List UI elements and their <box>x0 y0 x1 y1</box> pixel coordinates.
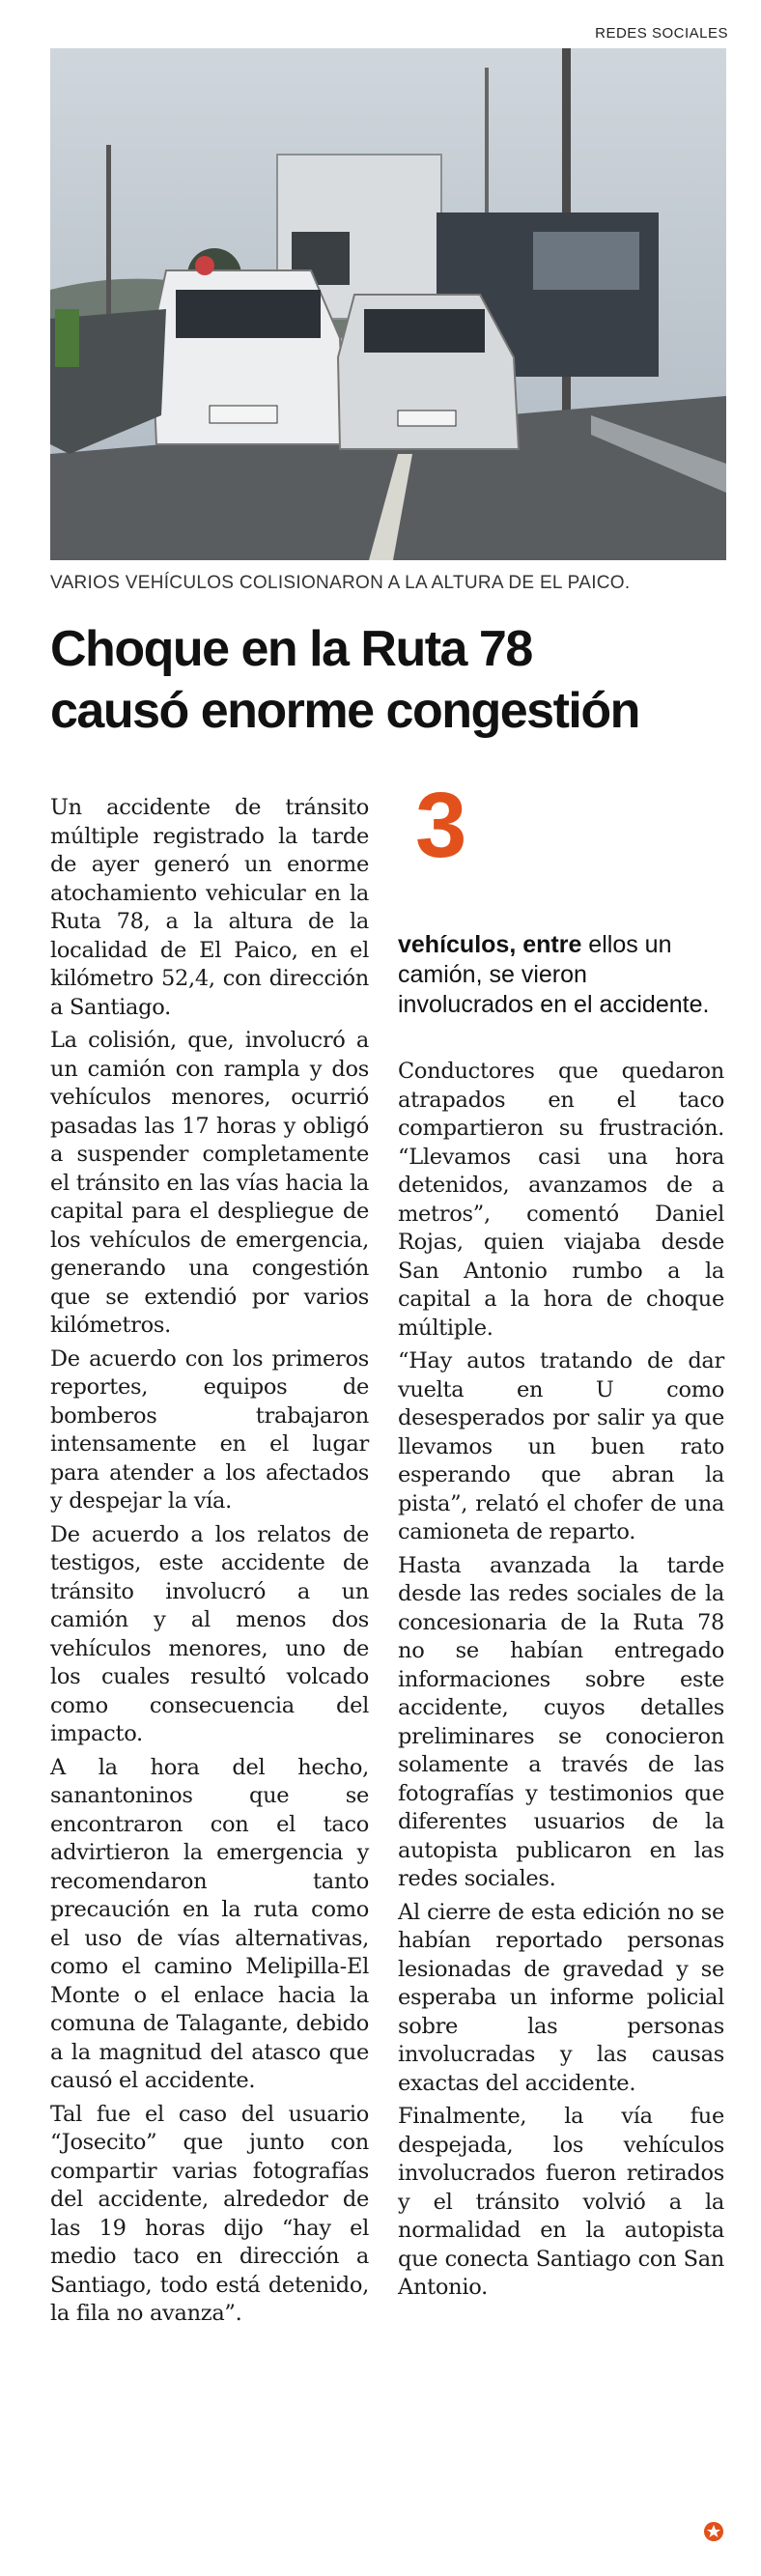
photo-caption: VARIOS VEHÍCULOS COLISIONARON A LA ALTURA DE EL PAICO. <box>50 573 631 593</box>
end-of-article-icon <box>703 2521 724 2542</box>
paragraph: Al cierre de esta edición no se habían reportado personas lesionadas de gravedad y se esperaba un informe policial sobre las personas involucradas y las causas exactas del accidente. <box>398 1899 724 2096</box>
headline-line-2: causó enorme congestión <box>50 683 639 739</box>
paragraph: Un accidente de tránsito múltiple registrado la tarde de ayer generó un enorme atochamiento vehicular en la Ruta 78, a la altura de la localidad de El Paico, en el kilómetro 52,4, con dirección a Santiago. <box>50 795 369 1020</box>
paragraph: “Hay autos tratando de dar vuelta en U como desesperados por salir ya que llevamos un buen rato esperando que abran la pista”, relató el chofer de una camioneta de reparto. <box>398 1348 724 1544</box>
fact-box <box>398 774 726 1020</box>
headline-line-1: Choque en la Ruta 78 <box>50 621 532 677</box>
article-column-right <box>398 1058 724 2307</box>
fact-number: 3 <box>415 774 467 877</box>
paragraph: De acuerdo con los primeros reportes, equipos de bomberos trabajaron intensamente en el lugar para atender a los afectados y despejar la vía. <box>50 1345 369 1514</box>
fact-text-bold: vehículos, entre <box>398 931 582 958</box>
headline <box>50 618 736 742</box>
paragraph: Hasta avanzada la tarde desde las redes sociales de la concesionaria de la Ruta 78 no se habían entregado informaciones sobre este accidente, cuyos detalles preliminares se conocieron solamente a través de las fotografías y testimonios que diferentes usuarios de la autopista publicaron en las redes sociales. <box>398 1552 724 1891</box>
paragraph: De acuerdo a los relatos de testigos, este accidente de tránsito involucró a un camión y al menos dos vehículos menores, uno de los cuales resultó volcado como consecuencia del impacto. <box>50 1521 369 1746</box>
accident-photo <box>50 48 726 560</box>
paragraph: La colisión, que, involucró a un camión con rampla y dos vehículos menores, ocurrió pasadas las 17 horas y obligó a suspender completamente el tránsito en las vías hacia la capital para el despliegue de los vehículos de emergencia, generando una congestión que se extendió por varios kilómetros. <box>50 1028 369 1338</box>
accident-scene-image <box>50 48 726 560</box>
paragraph: Tal fue el caso del usuario “Josecito” que junto con compartir varias fotografías del accidente, alrededor de las 19 horas dijo “hay el medio taco en dirección a Santiago, todo está detenido, la fila no avanza”. <box>50 2101 369 2326</box>
paragraph: A la hora del hecho, sanantoninos que se encontraron con el taco advirtieron la emergencia y recomendaron tanto precaución en la ruta como el uso de vías alternativas, como el camino Melipilla-El Monte o el enlace hacia la comuna de Talagante, debido a la magnitud del atasco que causó el accidente. <box>50 1754 369 2093</box>
fact-text <box>398 930 726 1020</box>
paragraph: Finalmente, la vía fue despejada, los vehículos involucrados fueron retirados y el tránsito volvió a la normalidad en la autopista que conecta Santiago con San Antonio. <box>398 2104 724 2300</box>
paragraph: Conductores que quedaron atrapados en el taco compartieron su frustración. “Llevamos casi una hora detenidos, avanzamos de a metros”, comentó Daniel Rojas, quien viajaba desde San Antonio rumbo a la capital a la hora de choque múltiple. <box>398 1059 724 1341</box>
fact-text-rest: ellos un camión, se vieron involucrados en el accidente. <box>398 931 710 1018</box>
article-column-left <box>50 794 369 2334</box>
photo-credit: REDES SOCIALES <box>595 25 728 42</box>
